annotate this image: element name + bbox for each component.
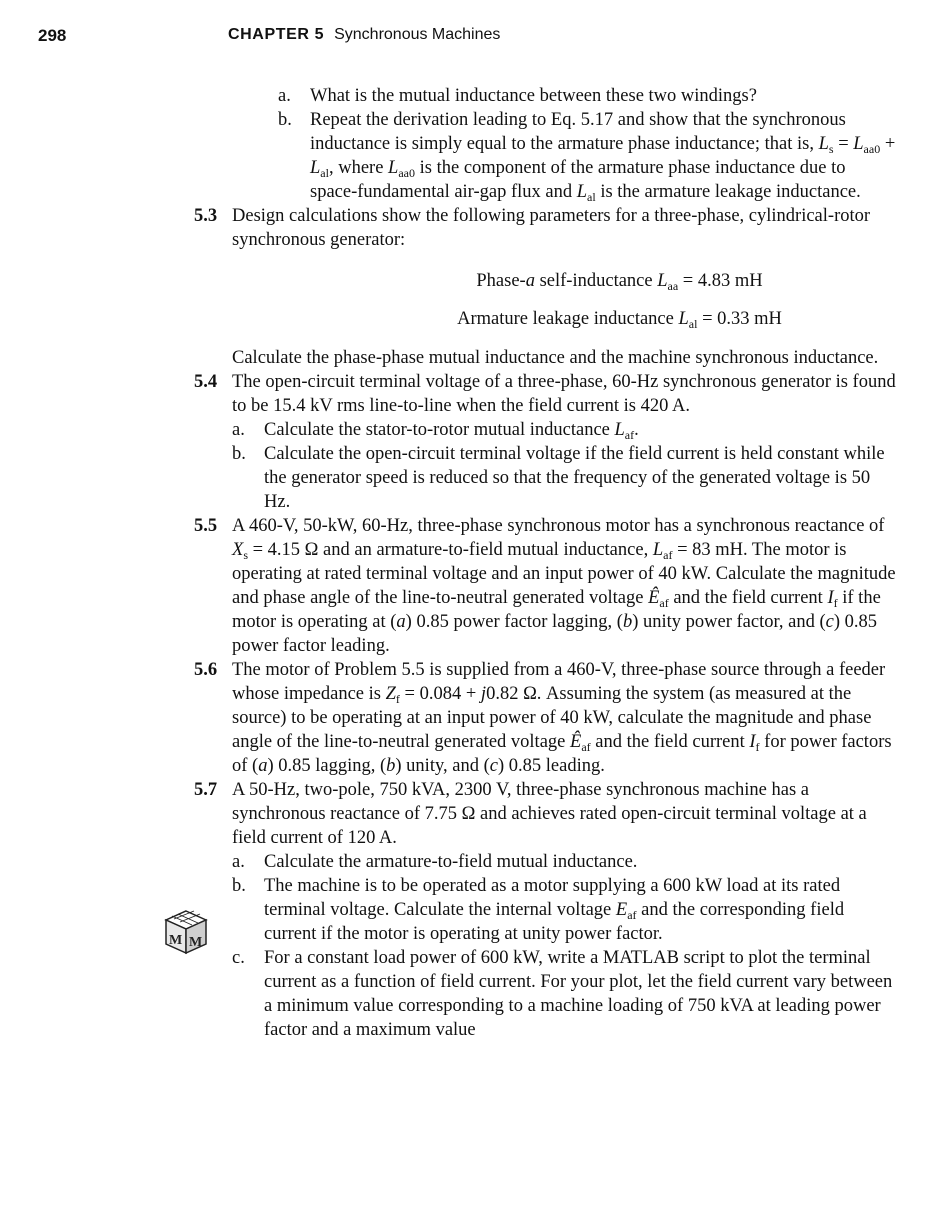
svg-text:M: M <box>169 933 183 948</box>
problem-5-7a <box>232 850 897 874</box>
item-label: b. <box>232 876 246 896</box>
problem-5-2a <box>278 84 897 108</box>
item-text: Repeat the derivation leading to Eq. 5.17 and show that the synchronous inductance is simply equal to the armature phase inductance; that is, $L_s = L_{aa0} + L_{al}$, where $L_{aa0}$ is the component of the armature phase inductance due to space-fundamental air-gap flux and $L_{al}$ is the armature leakage inductance. <box>310 110 896 204</box>
item-label: a. <box>232 420 245 440</box>
problem-5-7 <box>194 778 897 1042</box>
problem-5-7b <box>232 874 897 946</box>
problem-5-4b <box>232 442 897 514</box>
item-text: Calculate the open-circuit terminal voltage if the field current is held constant while the generator speed is reduced so that the frequency of the generated voltage is 50 Hz. <box>264 444 885 512</box>
page-header <box>38 26 898 50</box>
problem-5-2b <box>278 108 897 204</box>
running-head <box>228 26 500 44</box>
problem-text: The open-circuit terminal voltage of a three-phase, 60-Hz synchronous generator is found to be 15.4 kV rms line-to-line when the field current is 420 A. <box>232 372 896 416</box>
item-label: a. <box>278 86 291 106</box>
equation-laa: Phase-a self-inductance $L_{aa} = 4.83$ mH <box>476 271 763 293</box>
problem-number: 5.5 <box>194 516 218 536</box>
problem-5-3 <box>194 204 897 370</box>
item-text: Calculate the stator-to-rotor mutual inductance $L_{af}$. <box>264 420 639 442</box>
problem-number: 5.3 <box>194 206 218 226</box>
equation-block <box>232 262 897 338</box>
item-label: b. <box>278 110 292 130</box>
problem-text: Calculate the phase-phase mutual inductance and the machine synchronous inductance. <box>232 348 879 368</box>
problem-text: A 50-Hz, two-pole, 750 kVA, 2300 V, three-phase synchronous machine has a synchronous reactance of 7.75 Ω and achieves rated open-circuit terminal voltage at a field current of 120 A. <box>232 780 867 848</box>
item-text: Calculate the armature-to-field mutual inductance. <box>264 852 638 872</box>
problem-number: 5.4 <box>194 372 218 392</box>
problem-5-4 <box>194 370 897 514</box>
problem-text: The motor of Problem 5.5 is supplied from a 460-V, three-phase source through a feeder whose impedance is $Z_f = 0.084 + j0.82$ Ω. Assuming the system (as measured at the source) to be operating at an input power of 40 kW, calculate the magnitude and phase angle of the line-to-neutral generated voltage $Ê_{af}$ and the field current $I_f$ for power factors of (a) 0.85 lagging, (b) unity, and (c) 0.85 leading. <box>232 660 892 776</box>
problem-5-7c <box>232 946 897 1042</box>
item-label: a. <box>232 852 245 872</box>
problem-5-6 <box>194 658 897 778</box>
problem-text: A 460-V, 50-kW, 60-Hz, three-phase synchronous motor has a synchronous reactance of $X_s = 4.15$ Ω and an armature-to-field mutual inductance, $L_{af} = 83$ mH. The motor is operating at rated terminal voltage and an input power of 40 kW. Calculate the magnitude and phase angle of the line-to-neutral generated voltage $Ê_{af}$ and the field current $I_f$ if the motor is operating at (a) 0.85 power factor lagging, (b) unity power factor, and (c) 0.85 power factor leading. <box>232 516 896 656</box>
item-label: b. <box>232 444 246 464</box>
equation-lal: Armature leakage inductance $L_{al} = 0.33$ mH <box>457 309 782 331</box>
problem-number: 5.7 <box>194 780 218 800</box>
problem-list <box>194 84 897 1042</box>
problem-number: 5.6 <box>194 660 218 680</box>
item-text: For a constant load power of 600 kW, write a MATLAB script to plot the terminal current as a function of field current. For your plot, let the field current vary between a minimum value corresponding to a machine loading of 750 kVA at leading power factor and a maximum value <box>264 948 893 1040</box>
problem-5-5 <box>194 514 897 658</box>
svg-text:M: M <box>189 935 203 950</box>
item-label: c. <box>232 948 245 968</box>
page-number: 298 <box>38 26 67 45</box>
problem-text: Design calculations show the following parameters for a three-phase, cylindrical-rotor synchronous generator: <box>232 206 871 250</box>
problem-5-4a <box>232 418 897 442</box>
chapter-title: Synchronous Machines <box>334 26 501 43</box>
item-text: The machine is to be operated as a motor supplying a 600 kW load at its rated terminal voltage. Calculate the internal voltage $E_{af}$ and the corresponding field current if the motor is operating at unity power factor. <box>264 876 845 944</box>
item-text: What is the mutual inductance between these two windings? <box>310 86 757 106</box>
chapter-label: CHAPTER 5 <box>228 26 325 43</box>
